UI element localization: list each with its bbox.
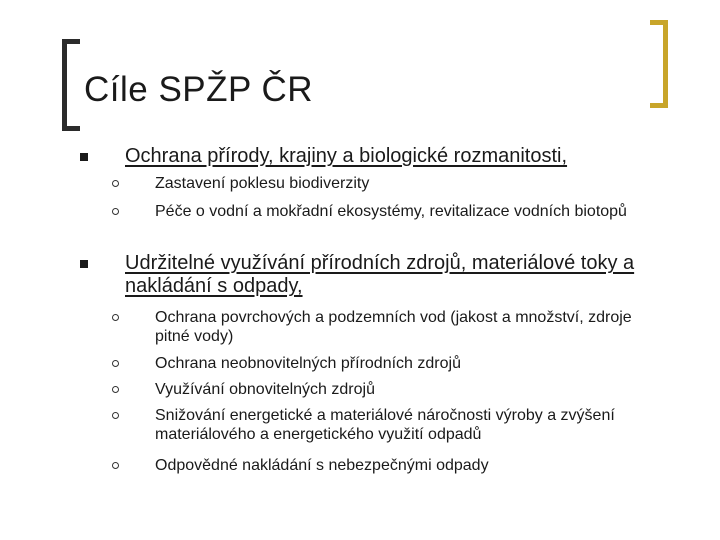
- list-item-text: Zastavení poklesu biodiverzity: [155, 175, 370, 192]
- circle-bullet-icon: [112, 412, 119, 419]
- circle-bullet-icon: [112, 386, 119, 393]
- square-bullet-icon: [80, 260, 88, 268]
- square-bullet-icon: [80, 153, 88, 161]
- list-item-text: Využívání obnovitelných zdrojů: [155, 381, 375, 398]
- left-bracket-decoration: [62, 39, 80, 131]
- list-item-text: Snižování energetické a materiálové náročnosti výroby a zvýšení materiálového a energetického využití odpadů: [155, 407, 615, 443]
- circle-bullet-icon: [112, 314, 119, 321]
- right-bracket-decoration: [650, 20, 668, 108]
- section-heading-text: Udržitelné využívání přírodních zdrojů, materiálové toky a nakládání s odpady,: [125, 252, 635, 297]
- circle-bullet-icon: [112, 360, 119, 367]
- list-item-text: Odpovědné nakládání s nebezpečnými odpady: [155, 457, 489, 474]
- list-item-text: Ochrana povrchových a podzemních vod (jakost a množství, zdroje pitné vody): [155, 309, 632, 345]
- section-heading-text: Ochrana přírody, krajiny a biologické rozmanitosti,: [125, 145, 568, 167]
- circle-bullet-icon: [112, 180, 119, 187]
- list-item-text: Ochrana neobnovitelných přírodních zdrojů: [155, 355, 461, 372]
- circle-bullet-icon: [112, 208, 119, 215]
- slide-title: Cíle SPŽP ČR: [84, 70, 314, 109]
- list-item-text: Péče o vodní a mokřadní ekosystémy, revitalizace vodních biotopů: [155, 203, 627, 220]
- circle-bullet-icon: [112, 462, 119, 469]
